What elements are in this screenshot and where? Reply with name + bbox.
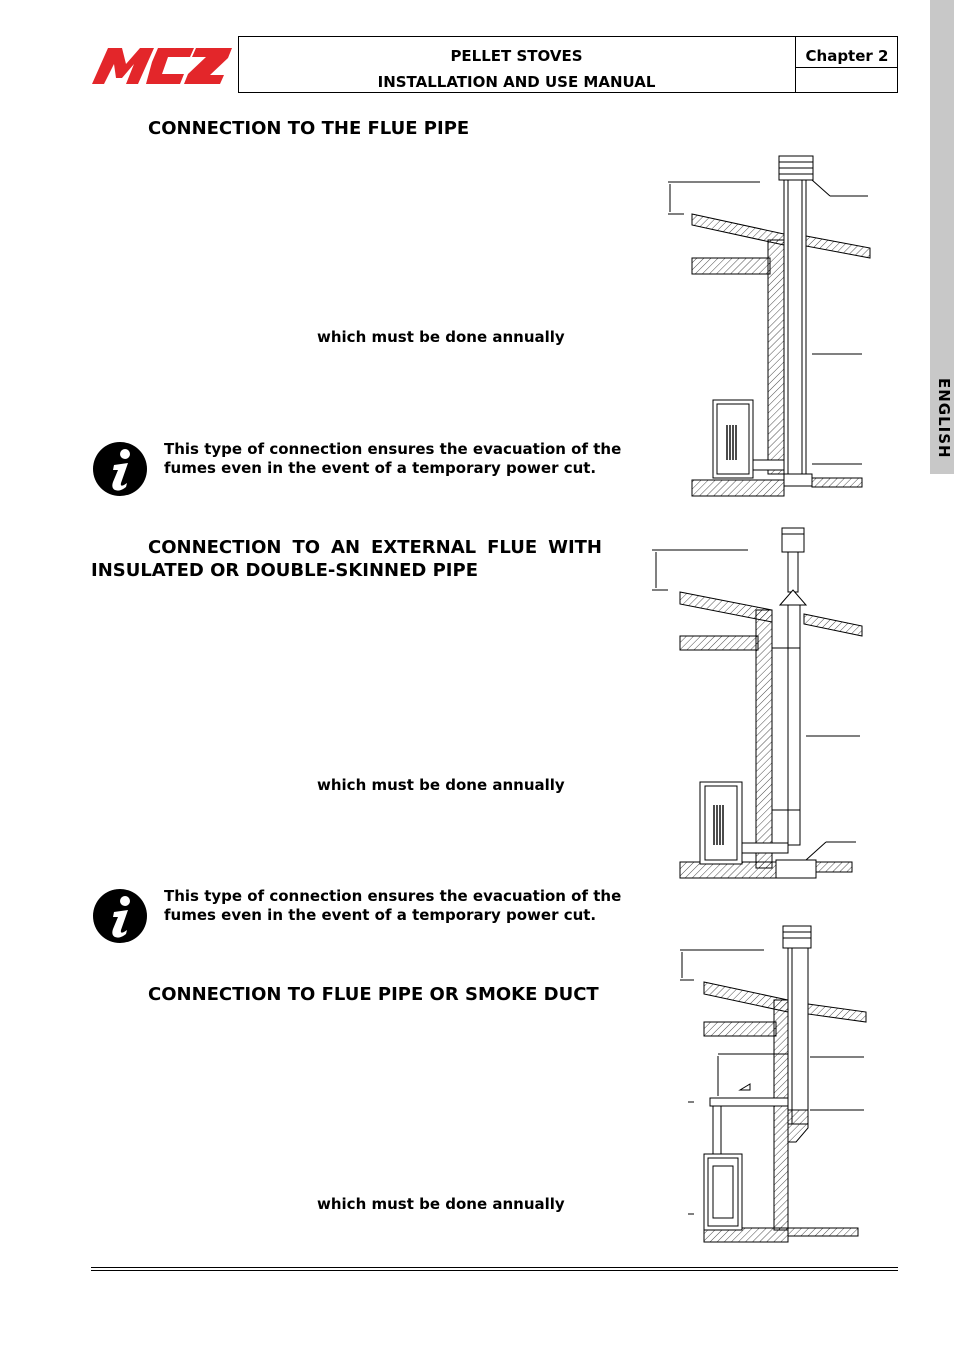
note-line-1: This type of connection ensures the evacuation of the (164, 440, 622, 458)
header-subtitle: INSTALLATION AND USE MANUAL (377, 73, 656, 91)
section-3-title: CONNECTION TO FLUE PIPE OR SMOKE DUCT (148, 984, 599, 1005)
note-line-2: fumes even in the event of a temporary power cut. (164, 459, 597, 477)
language-label: ENGLISH (935, 378, 953, 459)
diagram-smoke-duct (680, 926, 866, 1242)
note-line-2: fumes even in the event of a temporary power cut. (164, 906, 597, 924)
header-title: PELLET STOVES (450, 47, 583, 65)
note-line-1: This type of connection ensures the evacuation of the (164, 887, 622, 905)
section-2-annual-text: which must be done annually (317, 776, 565, 794)
diagram-external-flue (652, 528, 862, 878)
section-3-annual-text: which must be done annually (317, 1195, 565, 1213)
footer-rule-top (91, 1267, 898, 1268)
chapter-label: Chapter 2 (805, 47, 889, 65)
section-2-title-line2: INSULATED OR DOUBLE-SKINNED PIPE (91, 560, 478, 581)
section-1-title: CONNECTION TO THE FLUE PIPE (148, 118, 470, 139)
chimney-cap (779, 156, 813, 180)
footer-rule-bottom (91, 1270, 898, 1271)
section-1-annual-text: which must be done annually (317, 328, 565, 346)
section-2-title-line1: CONNECTION TO AN EXTERNAL FLUE WITH (148, 537, 602, 558)
diagram-internal-flue (668, 156, 870, 496)
